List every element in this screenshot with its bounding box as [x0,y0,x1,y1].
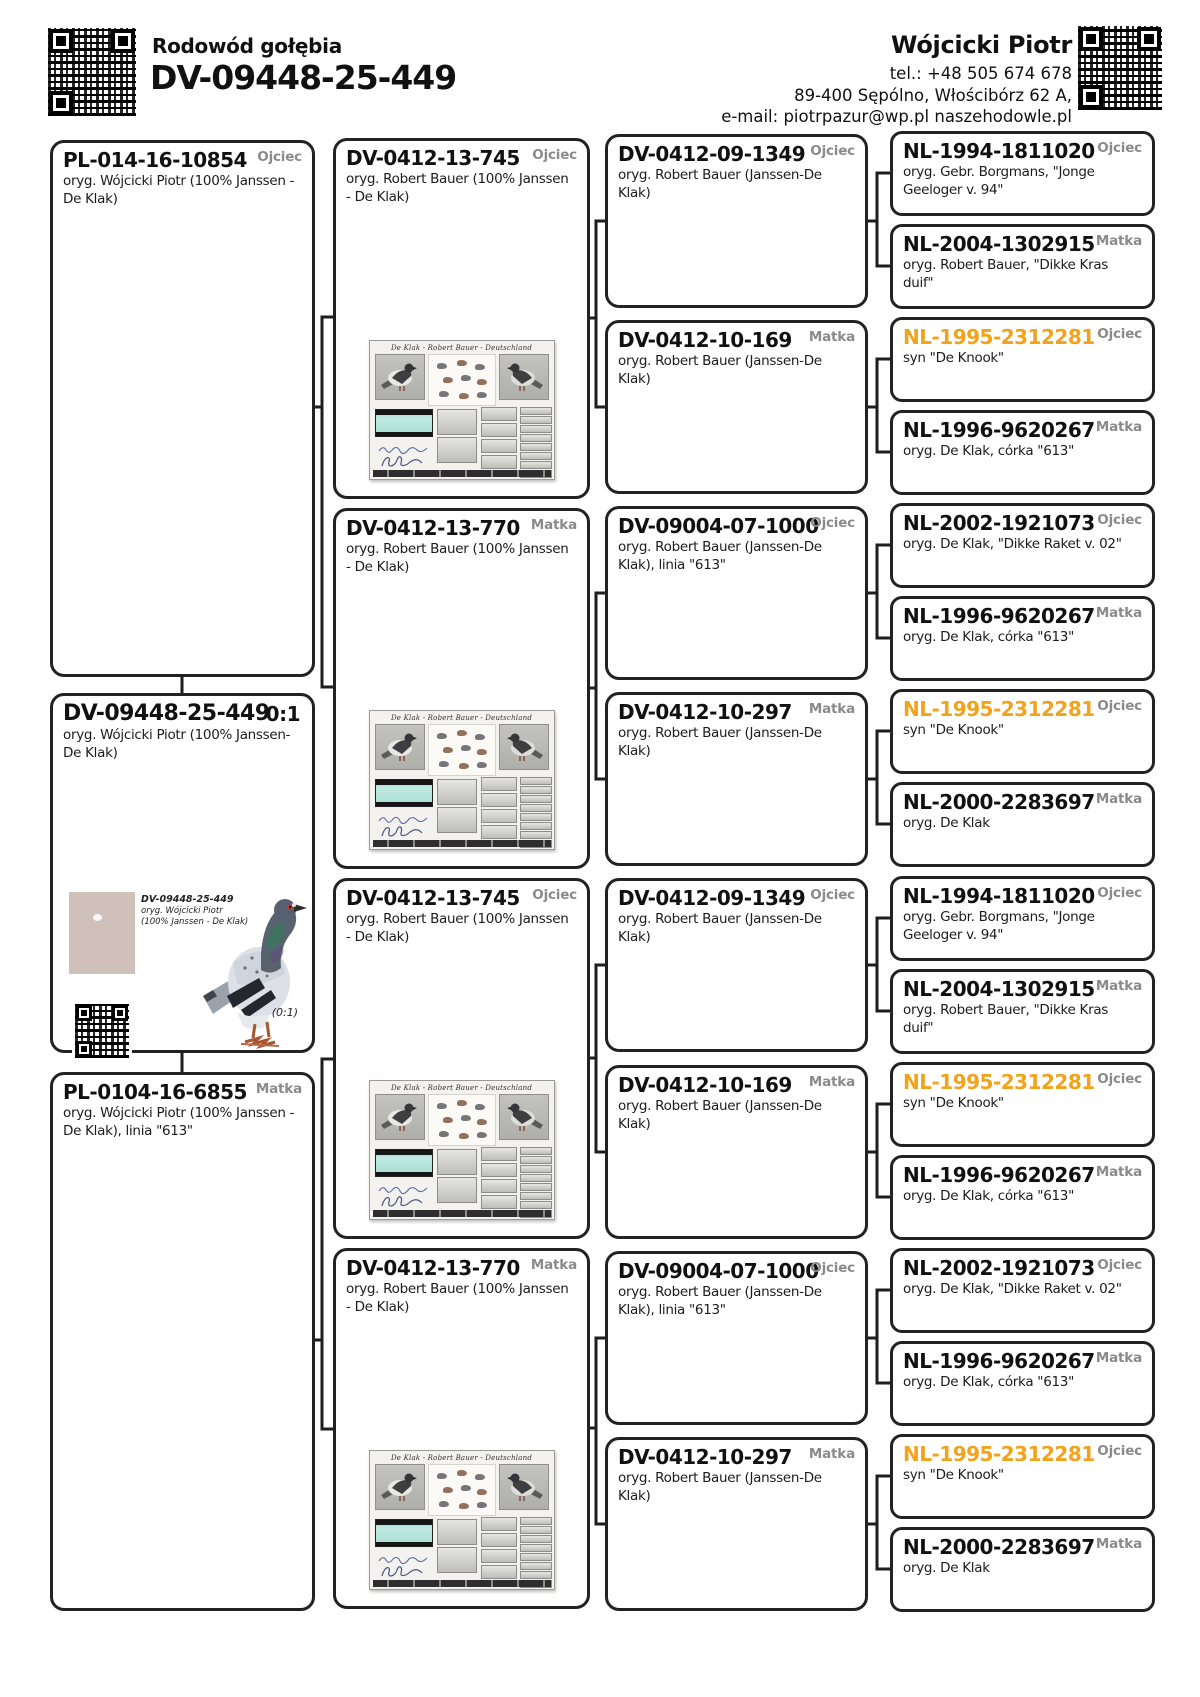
thumbnail-left-pigeon-photo [375,354,425,400]
relation-tag: Ojciec [1097,1071,1142,1087]
origin-desc: oryg. Wójcicki Piotr (100% Janssen - De Klak), linia "613" [63,1105,295,1139]
thumbnail-pigeon-cluster [428,1464,496,1516]
origin-desc: oryg. De Klak, córka "613" [903,1374,1074,1390]
thumbnail-handwriting [377,810,429,822]
ring-number: DV-09004-07-1000 [618,514,819,538]
thumbnail-handwriting [377,440,429,452]
origin-desc: oryg. Robert Bauer (Janssen-De Klak) [618,353,822,387]
pedigree-box-gen3 [605,506,868,680]
pedigree-box-gen2 [333,1248,590,1609]
ring-number: NL-2002-1921073 [903,511,1095,535]
pedigree-scan-thumbnail [369,710,555,850]
qr-code-right [1078,26,1162,110]
pedigree-box-subject [50,693,315,1053]
origin-desc: oryg. Robert Bauer (Janssen-De Klak) [618,725,822,759]
pedigree-scan-thumbnail [369,1080,555,1220]
thumbnail-left-pigeon-photo [375,724,425,770]
ring-number: NL-1994-1811020 [903,139,1095,163]
qr-code-subject [75,1004,129,1058]
ring-number: NL-1996-9620267 [903,1163,1095,1187]
origin-desc: syn "De Knook" [903,1467,1004,1483]
thumbnail-slot [369,710,555,850]
origin-desc: oryg. Gebr. Borgmans, "Jonge Geeloger v. 94" [903,164,1095,198]
relation-tag: Matka [808,1074,855,1090]
origin-desc: syn "De Knook" [903,722,1004,738]
pigeon-photo [197,884,312,1056]
origin-desc: oryg. Robert Bauer (100% Janssen - De Klak) [346,1281,569,1315]
pedigree-box-gen3 [605,878,868,1052]
origin-desc: oryg. Robert Bauer (Janssen-De Klak) [618,1098,822,1132]
thumbnail-right-pigeon-photo [499,1464,549,1510]
photo-caption-line1: oryg. Wójcicki Piotr [141,905,223,916]
ring-number: DV-09448-25-449 [63,701,270,726]
owner-email: e-mail: piotrpazur@wp.pl naszehodowle.pl [721,107,1072,127]
thumbnail-handwriting [377,1180,429,1192]
origin-desc: oryg. De Klak, córka "613" [903,1188,1074,1204]
relation-tag: Matka [1095,1536,1142,1552]
ring-number: DV-0412-10-297 [618,700,792,724]
sex-note: (0:1) [271,1006,298,1019]
pedigree-scan-thumbnail [369,340,555,480]
origin-desc: oryg. De Klak [903,815,990,831]
pedigree-box-gen4-highlighted [890,317,1155,402]
relation-tag: Matka [808,701,855,717]
origin-desc: syn "De Knook" [903,1095,1004,1111]
relation-tag: Matka [808,329,855,345]
thumbnail-stamp [375,409,433,437]
thumbnail-slot [369,340,555,480]
thumbnail-slot [369,1080,555,1220]
thumbnail-signature [379,823,425,839]
origin-desc: oryg. De Klak, córka "613" [903,629,1074,645]
relation-tag: Ojciec [810,887,855,903]
origin-desc: oryg. Wójcicki Piotr (100% Janssen- De Klak) [63,727,291,761]
relation-tag: Matka [255,1081,302,1097]
origin-desc: oryg. Robert Bauer (100% Janssen - De Klak) [346,911,569,945]
origin-desc: syn "De Knook" [903,350,1004,366]
relation-tag: Ojciec [1097,512,1142,528]
ring-number: DV-0412-09-1349 [618,886,806,910]
pigeon-eye-photo [69,892,135,974]
thumbnail-right-pigeon-photo [499,354,549,400]
pedigree-box-gen4-highlighted [890,1062,1155,1147]
ring-number: NL-1995-2312281 [903,697,1095,721]
relation-tag: Ojciec [810,143,855,159]
ring-number: NL-1995-2312281 [903,1070,1095,1094]
origin-desc: oryg. Gebr. Borgmans, "Jonge Geeloger v. 94" [903,909,1095,943]
ring-number: DV-0412-13-745 [346,886,520,910]
pedigree-box-gen3 [605,1251,868,1425]
pedigree-box-gen3 [605,692,868,866]
origin-desc: oryg. De Klak [903,1560,990,1576]
thumbnail-slot [369,1450,555,1590]
ring-number: NL-2000-2283697 [903,1535,1095,1559]
origin-desc: oryg. Robert Bauer, "Dikke Kras duif" [903,257,1109,291]
thumbnail-pigeon-cluster [428,724,496,776]
ring-number: DV-0412-10-169 [618,328,792,352]
ring-number: NL-1995-2312281 [903,325,1095,349]
ring-number: NL-2000-2283697 [903,790,1095,814]
pedigree-box-gen4 [890,1341,1155,1426]
owner-name: Wójcicki Piotr [891,31,1072,59]
pedigree-box-mother [50,1072,315,1611]
thumbnail-pigeon-cluster [428,1094,496,1146]
pedigree-box-gen2 [333,138,590,499]
pedigree-box-father [50,140,315,677]
ring-number: PL-014-16-10854 [63,148,247,172]
relation-tag: Matka [1095,233,1142,249]
pedigree-box-gen4-highlighted [890,689,1155,774]
thumbnail-left-pigeon-photo [375,1464,425,1510]
document-main-ring: DV-09448-25-449 [150,58,457,97]
ring-number: PL-0104-16-6855 [63,1080,247,1104]
ring-number: DV-09004-07-1000 [618,1259,819,1283]
relation-tag: Matka [808,1446,855,1462]
relation-tag: Matka [530,1257,577,1273]
pedigree-scan-thumbnail [369,1450,555,1590]
pedigree-box-gen2 [333,878,590,1239]
ring-number: NL-2004-1302915 [903,232,1095,256]
photo-caption-ring: DV-09448-25-449 [141,894,234,905]
owner-address: 89-400 Sępólno, Włościbórz 62 A, [794,85,1072,105]
ring-number: NL-1996-9620267 [903,418,1095,442]
relation-tag: Matka [1095,1350,1142,1366]
pedigree-box-gen4 [890,503,1155,588]
relation-tag: Ojciec [810,515,855,531]
origin-desc: oryg. De Klak, "Dikke Raket v. 02" [903,1281,1122,1297]
relation-tag: Ojciec [532,147,577,163]
ring-number: NL-1996-9620267 [903,604,1095,628]
thumbnail-title: De Klak - Robert Bauer - Deutschland [391,344,532,352]
pedigree-box-gen4 [890,1155,1155,1240]
ring-number: NL-2002-1921073 [903,1256,1095,1280]
race-score: 0:1 [265,702,300,726]
thumbnail-footer-bar [373,840,551,847]
pedigree-box-gen3 [605,134,868,308]
thumbnail-title: De Klak - Robert Bauer - Deutschland [391,714,532,722]
thumbnail-stamp [375,779,433,807]
ring-number: DV-0412-13-770 [346,516,520,540]
photo-caption-line2: (100% Janssen - De Klak) [141,916,249,927]
pedigree-box-gen3 [605,1065,868,1239]
ring-number: NL-1994-1811020 [903,884,1095,908]
origin-desc: oryg. Robert Bauer (Janssen-De Klak) [618,911,822,945]
thumbnail-title: De Klak - Robert Bauer - Deutschland [391,1084,532,1092]
pedigree-box-gen2 [333,508,590,869]
ring-number: DV-0412-13-770 [346,1256,520,1280]
thumbnail-footer-bar [373,1210,551,1217]
pedigree-box-gen4 [890,969,1155,1054]
relation-tag: Ojciec [810,1260,855,1276]
relation-tag: Matka [1095,978,1142,994]
relation-tag: Matka [530,517,577,533]
relation-tag: Ojciec [1097,1257,1142,1273]
thumbnail-stamp [375,1149,433,1177]
origin-desc: oryg. Wójcicki Piotr (100% Janssen - De Klak) [63,173,295,207]
thumbnail-signature [379,453,425,469]
ring-number: NL-2004-1302915 [903,977,1095,1001]
relation-tag: Ojciec [532,887,577,903]
pedigree-box-gen4 [890,131,1155,216]
origin-desc: oryg. Robert Bauer (100% Janssen - De Klak) [346,171,569,205]
relation-tag: Matka [1095,419,1142,435]
relation-tag: Matka [1095,1164,1142,1180]
ring-number: DV-0412-10-297 [618,1445,792,1469]
pedigree-box-gen4 [890,410,1155,495]
ring-number: DV-0412-13-745 [346,146,520,170]
thumbnail-left-pigeon-photo [375,1094,425,1140]
pedigree-box-gen4 [890,876,1155,961]
pedigree-box-gen4-highlighted [890,1434,1155,1519]
thumbnail-footer-bar [373,1580,551,1587]
relation-tag: Matka [1095,791,1142,807]
owner-phone: tel.: +48 505 674 678 [889,64,1072,84]
pedigree-box-gen4 [890,224,1155,309]
thumbnail-pigeon-cluster [428,354,496,406]
origin-desc: oryg. De Klak, córka "613" [903,443,1074,459]
qr-code-left [48,28,136,116]
relation-tag: Ojciec [257,149,302,165]
ring-number: DV-0412-09-1349 [618,142,806,166]
thumbnail-right-pigeon-photo [499,724,549,770]
origin-desc: oryg. Robert Bauer (Janssen-De Klak) [618,167,822,201]
origin-desc: oryg. Robert Bauer (Janssen-De Klak), linia "613" [618,539,822,573]
relation-tag: Ojciec [1097,885,1142,901]
thumbnail-stamp [375,1519,433,1547]
origin-desc: oryg. Robert Bauer, "Dikke Kras duif" [903,1002,1109,1036]
relation-tag: Matka [1095,605,1142,621]
pedigree-box-gen4 [890,596,1155,681]
relation-tag: Ojciec [1097,698,1142,714]
subject-photo-collage [53,886,312,1042]
ring-number: NL-1995-2312281 [903,1442,1095,1466]
origin-desc: oryg. Robert Bauer (Janssen-De Klak) [618,1470,822,1504]
document-title: Rodowód gołębia [152,34,342,58]
relation-tag: Ojciec [1097,326,1142,342]
owner-contact-block [721,30,1072,128]
ring-number: NL-1996-9620267 [903,1349,1095,1373]
thumbnail-signature [379,1563,425,1579]
relation-tag: Ojciec [1097,140,1142,156]
relation-tag: Ojciec [1097,1443,1142,1459]
thumbnail-footer-bar [373,470,551,477]
origin-desc: oryg. De Klak, "Dikke Raket v. 02" [903,536,1122,552]
pedigree-box-gen3 [605,1437,868,1611]
pedigree-box-gen3 [605,320,868,494]
pedigree-box-gen4 [890,1248,1155,1333]
origin-desc: oryg. Robert Bauer (Janssen-De Klak), linia "613" [618,1284,822,1318]
thumbnail-title: De Klak - Robert Bauer - Deutschland [391,1454,532,1462]
pedigree-box-gen4 [890,782,1155,867]
ring-number: DV-0412-10-169 [618,1073,792,1097]
origin-desc: oryg. Robert Bauer (100% Janssen - De Klak) [346,541,569,575]
thumbnail-signature [379,1193,425,1209]
pedigree-box-gen4 [890,1527,1155,1612]
thumbnail-handwriting [377,1550,429,1562]
thumbnail-right-pigeon-photo [499,1094,549,1140]
